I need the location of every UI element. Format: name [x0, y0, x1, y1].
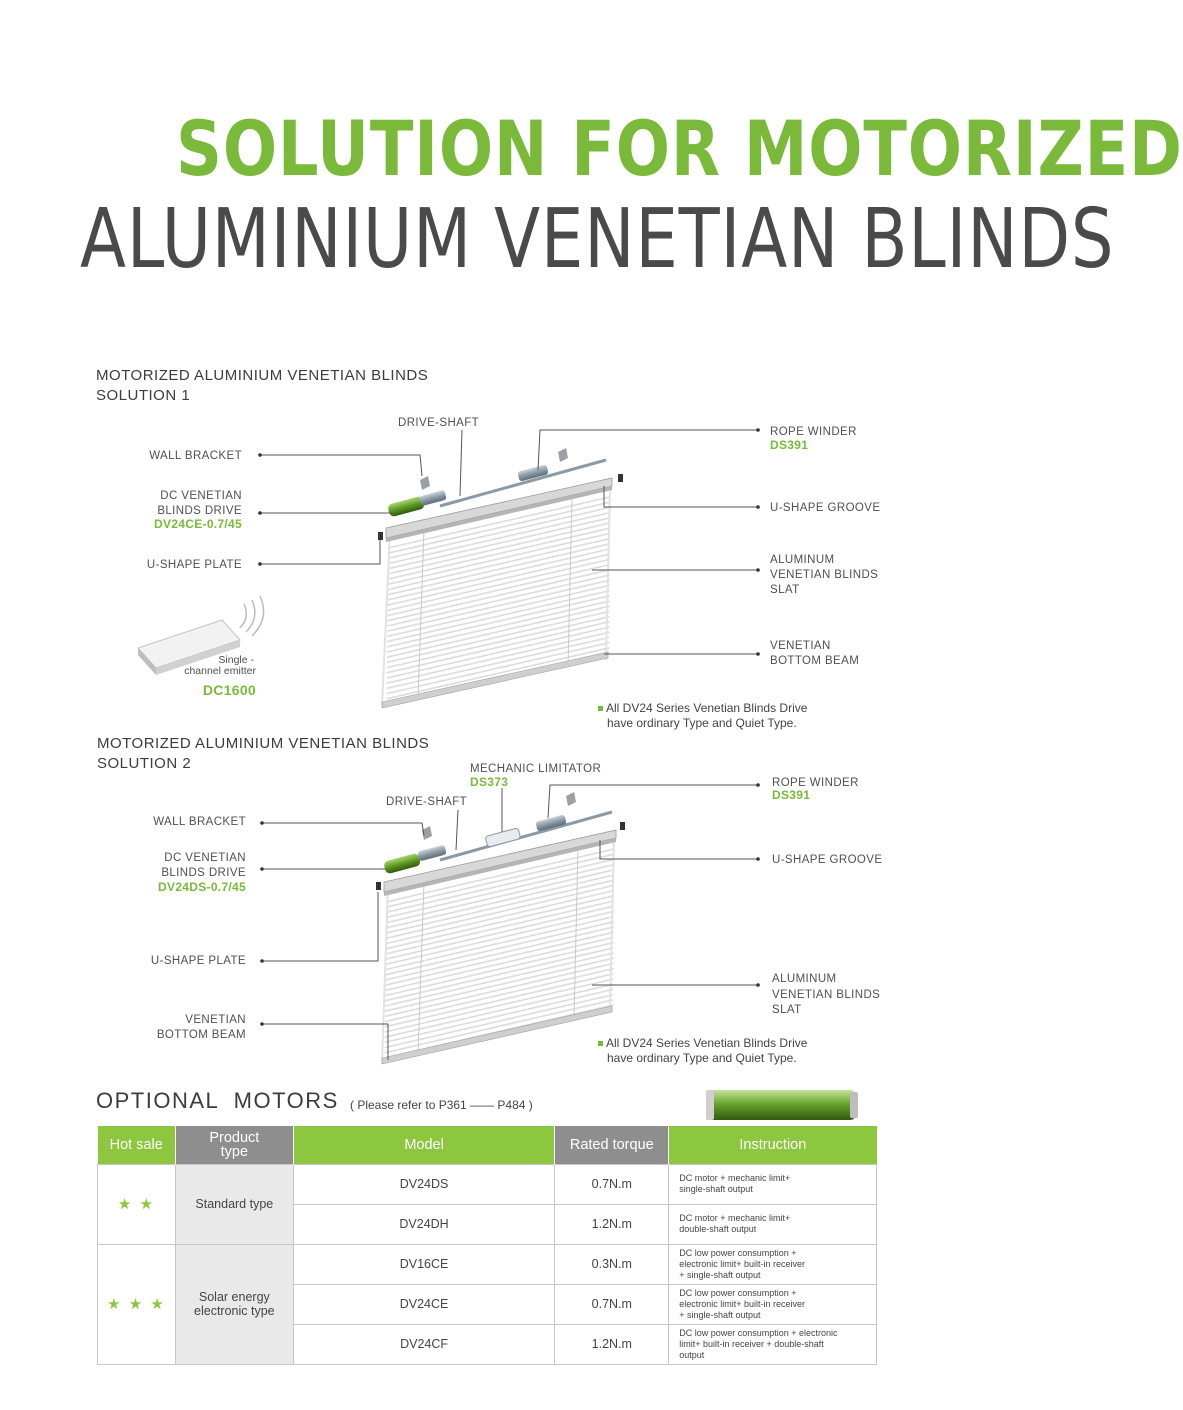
page-reference: ( Please refer to P361 —— P484 ) [350, 1098, 533, 1112]
header-hot-sale: Hot sale [98, 1126, 176, 1164]
blind-illustration-2 [376, 792, 625, 1064]
label-wall-bracket-2: WALL BRACKET [153, 816, 246, 828]
label-beam-2-1: VENETIAN [185, 1014, 246, 1026]
code-drive-2: DV24DS-0.7/45 [158, 880, 246, 894]
code-rope-winder: DS391 [770, 438, 809, 452]
label-u-shape-groove-2: U-SHAPE GROOVE [772, 854, 883, 866]
blind-illustration-1 [378, 448, 623, 708]
label-slat-2: VENETIAN BLINDS [770, 569, 879, 581]
label-rope-winder-2: ROPE WINDER [772, 777, 859, 789]
hot-sale-rating [98, 1164, 176, 1244]
bullet-icon [598, 706, 603, 711]
label-emitter-1: Single - [218, 654, 254, 666]
table-row [98, 1244, 877, 1284]
torque-cell: 0.7N.m [555, 1284, 669, 1324]
label-dc-venetian: DC VENETIAN [160, 490, 242, 502]
instruction-cell: DC motor + mechanic limit+ single-shaft output [669, 1164, 877, 1204]
label-drive-shaft: DRIVE-SHAFT [398, 417, 480, 429]
header-instruction: Instruction [669, 1126, 877, 1164]
title-line-2: ALUMINIUM VENETIAN BLINDS [80, 192, 1115, 287]
header-rated-torque: Rated torque [555, 1126, 669, 1164]
label-u-shape-plate: U-SHAPE PLATE [146, 559, 242, 571]
header-product-type: Product type [175, 1126, 293, 1164]
solution-1-heading: MOTORIZED ALUMINIUM VENETIAN BLINDS SOLUTION 1 [96, 367, 429, 404]
star-icon: ★ ★ [117, 1196, 155, 1213]
torque-cell: 0.7N.m [555, 1164, 669, 1204]
torque-cell: 1.2N.m [555, 1324, 669, 1364]
label-limitator: MECHANIC LIMITATOR [470, 763, 602, 775]
product-type-cell: Solar energy electronic type [175, 1244, 293, 1364]
tube-motor-image [706, 1090, 858, 1120]
label-emitter-2: channel emitter [184, 665, 256, 677]
label-beam-2-2: BOTTOM BEAM [156, 1029, 246, 1041]
label-slat-2-3: SLAT [772, 1004, 802, 1016]
torque-cell: 0.3N.m [555, 1244, 669, 1284]
code-limitator: DS373 [470, 775, 509, 789]
instruction-cell: DC low power consumption + electronic limit+ built-in receiver + single-shaft output [669, 1284, 877, 1324]
optional-motors-title: OPTIONAL MOTORS [96, 1088, 339, 1113]
solution-2-note: All DV24 Series Venetian Blinds Drive have ordinary Type and Quiet Type. [598, 1036, 807, 1066]
code-drive: DV24CE-0.7/45 [154, 517, 242, 531]
label-rope-winder: ROPE WINDER [770, 426, 857, 438]
model-cell: DV24DS [293, 1164, 555, 1204]
hot-sale-rating [98, 1244, 176, 1364]
label-beam-1: VENETIAN [770, 640, 831, 652]
label-blinds-drive: BLINDS DRIVE [157, 505, 242, 517]
label-wall-bracket: WALL BRACKET [149, 450, 242, 462]
label-slat-3: SLAT [770, 584, 800, 596]
label-beam-2: BOTTOM BEAM [770, 655, 860, 667]
torque-cell: 1.2N.m [555, 1204, 669, 1244]
label-slat-2-2: VENETIAN BLINDS [772, 989, 881, 1001]
table-row [98, 1164, 877, 1204]
label-blinds-drive-2: BLINDS DRIVE [161, 867, 246, 879]
code-rope-winder-2: DS391 [772, 788, 811, 802]
star-icon: ★ ★ ★ [107, 1296, 166, 1313]
model-cell: DV16CE [293, 1244, 555, 1284]
solution-2-heading: MOTORIZED ALUMINIUM VENETIAN BLINDS SOLUTION 2 [97, 735, 430, 772]
solution-1-note: All DV24 Series Venetian Blinds Drive have ordinary Type and Quiet Type. [598, 701, 807, 731]
code-emitter: DC1600 [202, 682, 256, 698]
title-line-1: SOLUTION FOR MOTORIZED [176, 104, 1183, 193]
instruction-cell: DC motor + mechanic limit+ double-shaft output [669, 1204, 877, 1244]
motors-table [97, 1126, 877, 1365]
label-slat-1: ALUMINUM [770, 554, 835, 566]
instruction-cell: DC low power consumption + electronic limit+ built-in receiver + single-shaft output [669, 1244, 877, 1284]
header-model: Model [293, 1126, 555, 1164]
model-cell: DV24CE [293, 1284, 555, 1324]
instruction-cell: DC low power consumption + electronic limit+ built-in receiver + double-shaft output [669, 1324, 877, 1364]
label-u-shape-groove: U-SHAPE GROOVE [770, 502, 881, 514]
table-header-row [98, 1126, 877, 1164]
model-cell: DV24CF [293, 1324, 555, 1364]
product-type-cell: Standard type [175, 1164, 293, 1244]
bullet-icon [598, 1041, 603, 1046]
label-drive-shaft-2: DRIVE-SHAFT [386, 796, 468, 808]
label-u-shape-plate-2: U-SHAPE PLATE [150, 955, 246, 967]
label-slat-2-1: ALUMINUM [772, 973, 837, 985]
model-cell: DV24DH [293, 1204, 555, 1244]
label-dc-venetian-2: DC VENETIAN [164, 852, 246, 864]
